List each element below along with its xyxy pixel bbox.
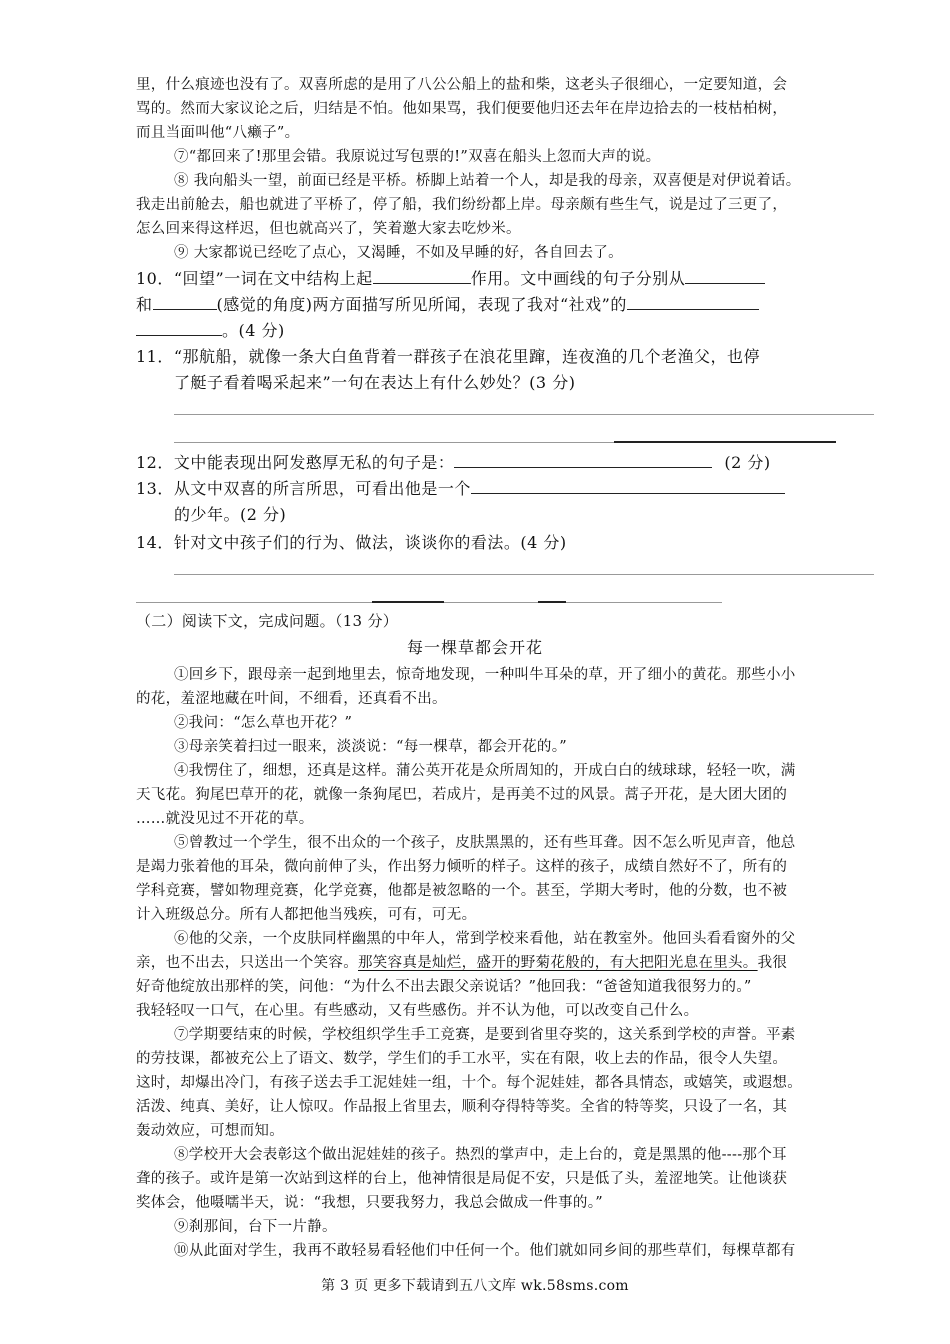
article-line: 我轻轻叹一口气，在心里。有些感动，又有些感伤。并不认为他，可以改变自己什么。 bbox=[136, 1003, 699, 1019]
article-paragraph-6: ⑥他的父亲，一个皮肤同样幽黑的中年人，常到学校来看他，站在教室外。他回头看看窗外的父 bbox=[174, 931, 796, 947]
answer-blank[interactable] bbox=[627, 294, 759, 310]
question-14: 14．针对文中孩子们的行为、做法，谈谈你的看法。(4 分) bbox=[136, 533, 567, 552]
answer-blank[interactable] bbox=[373, 268, 471, 284]
article-paragraph-2: ②我问：“怎么草也开花？” bbox=[174, 715, 353, 731]
question-10-text: 10．“回望”一词在文中结构上起 bbox=[136, 269, 373, 288]
article-line: 学科竞赛，譬如物理竞赛，化学竞赛，他都是被忽略的一个。甚至，学期大考时，他的分数，也不被 bbox=[136, 883, 788, 899]
question-12-text: 12．文中能表现出阿发憨厚无私的句子是： bbox=[136, 453, 455, 472]
answer-blank[interactable] bbox=[136, 320, 222, 336]
article-text: 亲，也不出去，只送出一个笑容。 bbox=[136, 955, 358, 971]
question-10-text: 。(4 分) bbox=[222, 321, 285, 340]
article-paragraph-7: ⑦学期要结束的时候，学校组织学生手工竞赛，是要到省里夺奖的，这关系到学校的声誉。平素 bbox=[174, 1027, 796, 1043]
answer-blank[interactable] bbox=[471, 478, 785, 494]
article-paragraph-8: ⑧学校开大会表彰这个做出泥娃娃的孩子。热烈的掌声中，走上台的，竟是黑黑的他----那个耳 bbox=[174, 1147, 787, 1163]
article-title: 每一棵草都会开花 bbox=[406, 638, 543, 657]
question-13 bbox=[136, 478, 785, 500]
question-12 bbox=[136, 452, 771, 474]
article-text: 我很 bbox=[757, 955, 788, 971]
passage-paragraph-9: ⑨ 大家都说已经吃了点心，又渴睡，不如及早睡的好，各自回去了。 bbox=[174, 245, 623, 261]
question-10 bbox=[136, 268, 765, 290]
article-paragraph-1: ①回乡下，跟母亲一起到地里去，惊奇地发现，一种叫牛耳朵的草，开了细小的黄花。那些小小 bbox=[174, 667, 796, 683]
article-paragraph-5: ⑤曾教过一个学生，很不出众的一个孩子，皮肤黑黑的，还有些耳聋。因不怎么听见声音，他总 bbox=[174, 835, 796, 851]
passage-line: 怎么回来得这样迟，但也就高兴了，笑着邀大家去吃炒米。 bbox=[136, 221, 521, 237]
article-line: 好奇他绽放出那样的笑，问他：“为什么不出去跟父亲说话？”他回我：“爸爸知道我很努力的。” bbox=[136, 979, 752, 995]
article-paragraph-3: ③母亲笑着扫过一眼来，淡淡说：“每一棵草，都会开花的。” bbox=[174, 739, 567, 755]
passage-line: 而且当面叫他“八癞子”。 bbox=[136, 125, 300, 141]
answer-blank[interactable] bbox=[454, 452, 712, 468]
article-line: 活泼、纯真、美好，让人惊叹。作品报上省里去，顺利夺得特等奖。全省的特等奖，只设了一名，其 bbox=[136, 1099, 788, 1115]
article-paragraph-10: ⑩从此面对学生，我再不敢轻易看轻他们中任何一个。他们就如同乡间的那些草们，每棵草都有 bbox=[174, 1243, 796, 1259]
article-line: 的花，羞涩地藏在叶间，不细看，还真看不出。 bbox=[136, 691, 447, 707]
article-line: 聋的孩子。或许是第一次站到这样的台上，他神情很是局促不安，只是低了头，羞涩地笑。让他谈获 bbox=[136, 1171, 788, 1187]
article-line: 天飞花。狗尾巴草开的花，就像一条狗尾巴，若成片，是再美不过的风景。蒿子开花，是大团大团的 bbox=[136, 787, 788, 803]
question-12-score: (2 分) bbox=[724, 453, 771, 472]
article-line bbox=[136, 952, 787, 974]
question-13-text: 13．从文中双喜的所言所思，可看出他是一个 bbox=[136, 479, 471, 498]
article-line: ……就没见过不开花的草。 bbox=[136, 811, 314, 827]
article-line: 的劳技课，都被充公上了语文、数学，学生们的手工水平，实在有限，收上去的作品，很令人失望。 bbox=[136, 1051, 788, 1067]
article-line: 是竭力张着他的耳朵，微向前伸了头，作出努力倾听的样子。这样的孩子，成绩自然好不了，所有的 bbox=[136, 859, 788, 875]
passage-paragraph-7: ⑦“都回来了!那里会错。我原说过写包票的!”双喜在船头上忽而大声的说。 bbox=[174, 149, 661, 165]
question-13-line-2: 的少年。(2 分) bbox=[174, 505, 287, 524]
question-10-text: 和 bbox=[136, 295, 153, 314]
article-paragraph-4: ④我愣住了，细想，还真是这样。蒲公英开花是众所周知的，开成白白的绒球球，轻轻一吹，满 bbox=[174, 763, 796, 779]
question-10-line-3 bbox=[136, 320, 285, 342]
answer-blank[interactable] bbox=[685, 268, 765, 284]
answer-line bbox=[372, 601, 444, 603]
article-line: 计入班级总分。所有人都把他当残疾，可有，可无。 bbox=[136, 907, 477, 923]
question-10-line-2 bbox=[136, 294, 759, 316]
question-11: 11．“那航船，就像一条大白鱼背着一群孩子在浪花里蹿，连夜渔的几个老渔父，也停 bbox=[136, 347, 761, 366]
article-line: 奖体会，他嗫嚅半天，说：“我想，只要我努力，我总会做成一件事的。” bbox=[136, 1195, 603, 1211]
question-10-text: 作用。文中画线的句子分别从 bbox=[470, 269, 686, 288]
answer-blank[interactable] bbox=[153, 294, 217, 310]
passage-line: 里，什么痕迹也没有了。双喜所虑的是用了八公公船上的盐和柴，这老头子很细心，一定要知道，会 bbox=[136, 77, 788, 93]
passage-line: 我走出前舱去，船也就进了平桥了，停了船，我们纷纷都上岸。母亲颇有些生气，说是过了三更了， bbox=[136, 197, 788, 213]
section-heading: （二）阅读下文，完成问题。（13 分） bbox=[136, 612, 399, 630]
page-footer: 第 3 页 更多下载请到五八文库 wk.58sms.com bbox=[321, 1278, 629, 1294]
answer-line bbox=[614, 441, 836, 443]
passage-line: 骂的。然而大家议论之后，归结是不怕。他如果骂，我们便要他归还去年在岸边拾去的一枝枯柏树， bbox=[136, 101, 788, 117]
question-10-text: (感觉的角度)两方面描写所见所闻，表现了我对“社戏”的 bbox=[216, 295, 627, 314]
article-line: 这时，却爆出冷门，有孩子送去手工泥娃娃一组，十个。每个泥娃娃，都各具情态，或嬉笑，或遐想。 bbox=[136, 1075, 802, 1091]
article-paragraph-9: ⑨刹那间，台下一片静。 bbox=[174, 1219, 337, 1235]
underlined-sentence: 那笑容真是灿烂，盛开的野菊花般的，有大把阳光息在里头。 bbox=[358, 955, 758, 971]
answer-line[interactable] bbox=[174, 414, 874, 415]
answer-line bbox=[538, 601, 566, 603]
passage-paragraph-8: ⑧ 我向船头一望，前面已经是平桥。桥脚上站着一个人，却是我的母亲，双喜便是对伊说着话。 bbox=[174, 173, 801, 189]
article-line: 轰动效应，可想而知。 bbox=[136, 1123, 284, 1139]
question-11-line-2: 了艇子看着喝采起来”一句在表达上有什么妙处？(3 分) bbox=[174, 373, 576, 392]
answer-line[interactable] bbox=[174, 574, 874, 575]
